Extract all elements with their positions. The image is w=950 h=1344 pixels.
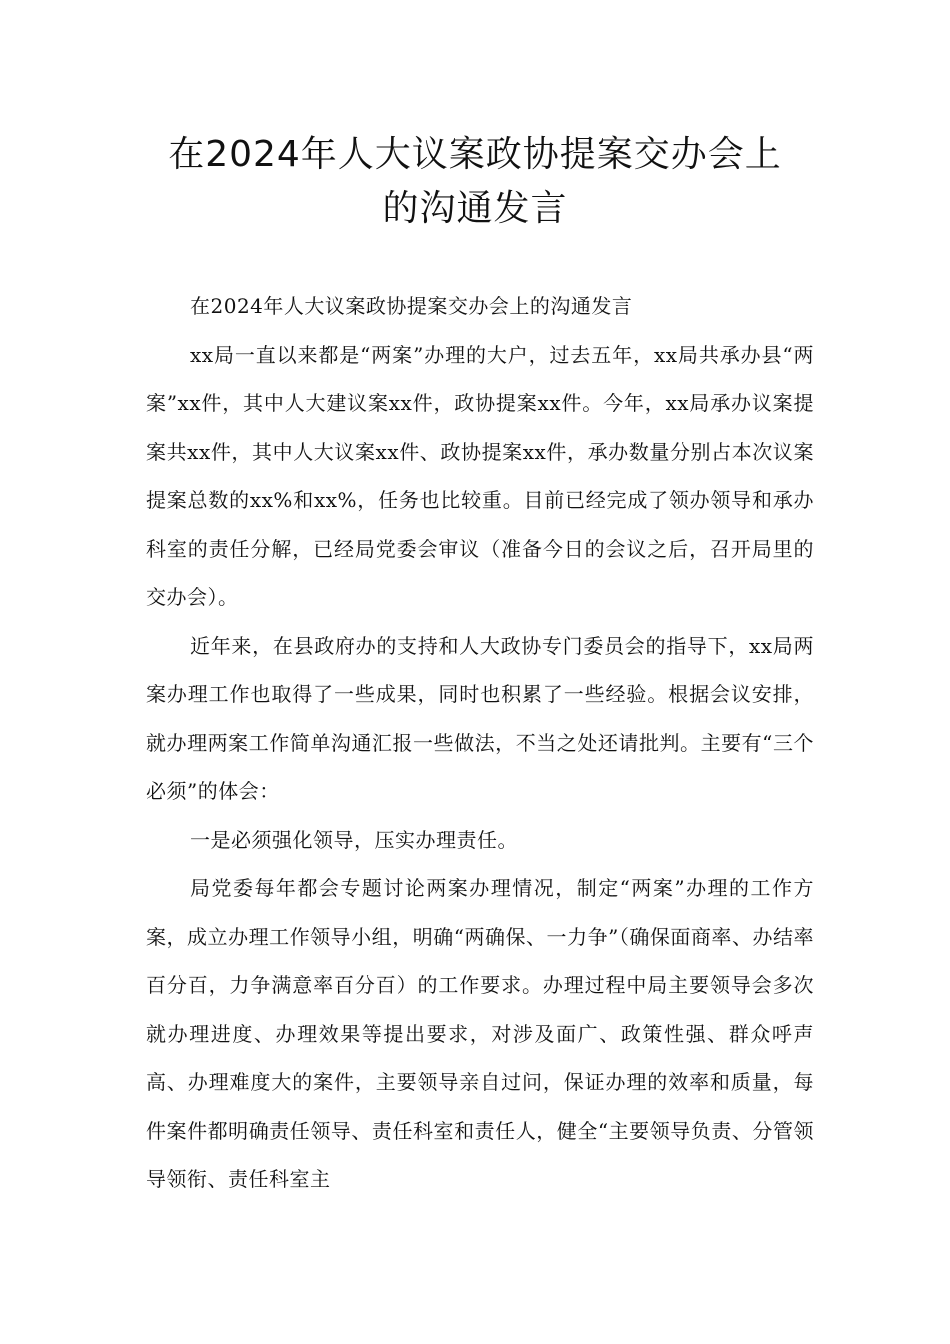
paragraph: 近年来，在县政府办的支持和人大政协专门委员会的指导下，xx局两案办理工作也取得了一些成果，同时也积累了一些经验。根据会议安排，就办理两案工作简单沟通汇报一些做法，不当之处还请批判。主要有“三个必须”的体会：	[146, 633, 814, 803]
title-line-1: 在2024年人大议案政协提案交办会上	[168, 134, 782, 175]
paragraph: 局党委每年都会专题讨论两案办理情况，制定“两案”办理的工作方案，成立办理工作领导小组，明确“两确保、一力争”（确保面商率、办结率百分百，力争满意率百分百）的工作要求。办理过程中局主要领导会多次就办理进度、办理效果等提出要求，对涉及面广、政策性强、群众呼声高、办理难度大的案件，主要领导亲自过问，保证办理的效率和质量，每件案件都明确责任领导、责任科室和责任人，健全“主要领导负责、分管领导领衔、责任科室主	[146, 876, 814, 1191]
document-title	[140, 128, 810, 236]
paragraph-point-one: 一是必须强化领导，压实办理责任。	[190, 827, 518, 852]
title-line-2: 的沟通发言	[382, 188, 568, 229]
paragraph: xx局一直以来都是“两案”办理的大户，过去五年，xx局共承办县“两案”xx件，其中人大建议案xx件，政协提案xx件。今年，xx局承办议案提案共xx件，其中人大议案xx件、政协提案xx件，承办数量分别占本次议案提案总数的xx%和xx%，任务也比较重。目前已经完成了领办领导和承办科室的责任分解，已经局党委会审议（准备今日的会议之后，召开局里的交办会）。	[146, 342, 814, 609]
paragraph-heading-repeat: 在2024年人大议案政协提案交办会上的沟通发言	[190, 294, 633, 318]
document-body	[146, 282, 814, 1204]
